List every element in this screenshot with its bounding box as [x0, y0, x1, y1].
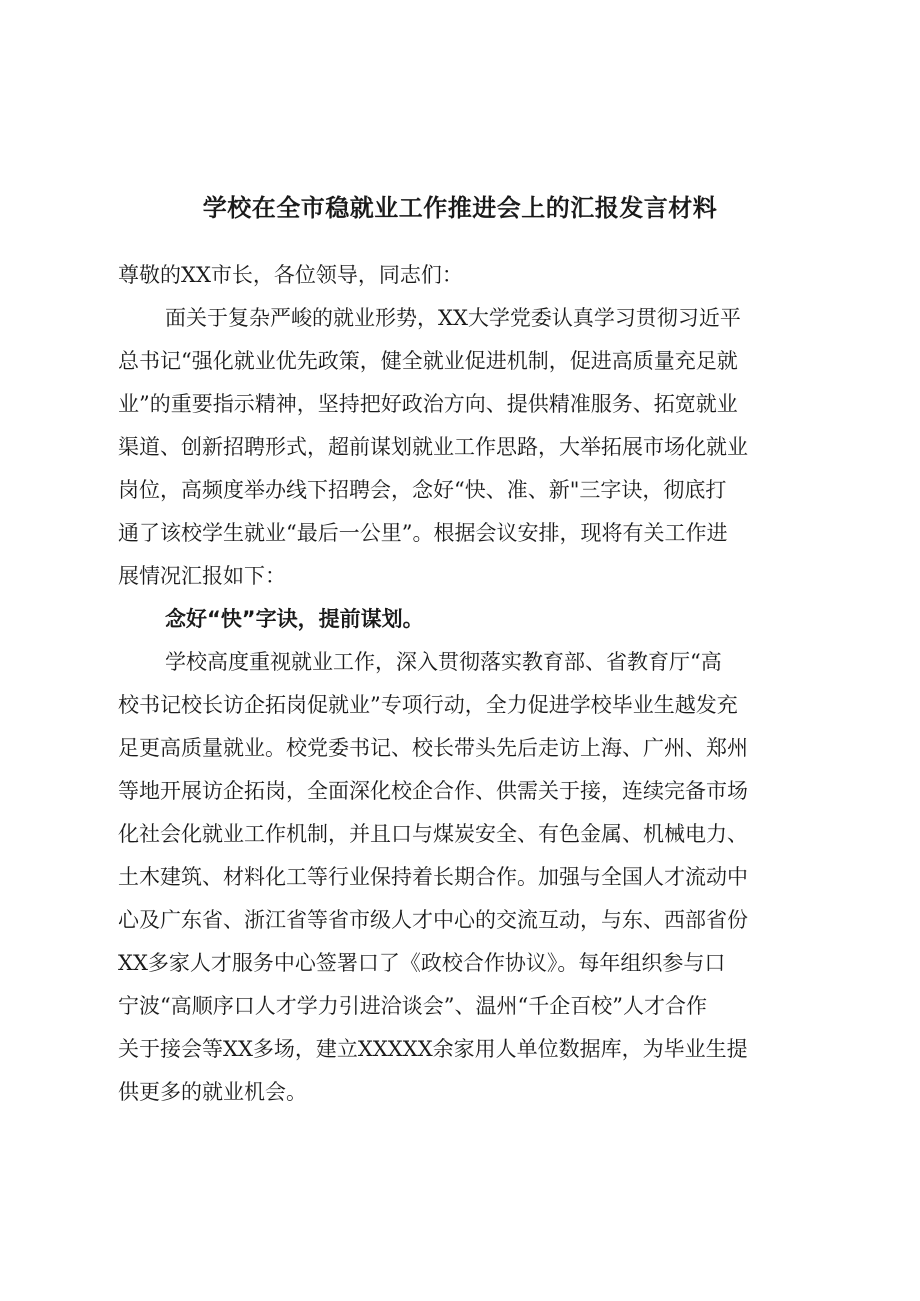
section-line: 宁波“高顺序口人才学力引进洽谈会”、温州“千企百校”人才合作 [118, 994, 707, 1018]
section-line: 心及广东省、浙江省等省市级人才中心的交流互动，与东、西部省份 [118, 908, 748, 932]
section-line: 关于接会等XX多场，建立XXXXX余家用人单位数据库，为毕业生提 [118, 1037, 748, 1061]
intro-line: 岗位，高频度举办线下招聘会，念好“快、准、新"三字诀，彻底打 [118, 478, 727, 502]
intro-line: 渠道、创新招聘形式，超前谋划就业工作思路，大举拓展市场化就业 [118, 435, 748, 459]
section-line: 等地开展访企拓岗，全面深化校企合作、供需关于接，连续完备市场 [118, 779, 748, 803]
section-line: 供更多的就业机会。 [118, 1080, 307, 1104]
section-line: XX多家人才服务中心签署口了《政校合作协议》。每年组织参与口 [118, 951, 726, 975]
intro-line: 展情况汇报如下： [118, 564, 286, 588]
intro-line: 面关于复杂严峻的就业形势，XX大学党委认真学习贯彻习近平 [165, 306, 741, 330]
section-line: 校书记校长访企拓岗促就业”专项行动，全力促进学校毕业生越发充 [118, 693, 738, 717]
document-title: 学校在全市稳就业工作推进会上的汇报发言材料 [202, 194, 718, 222]
section-heading: 念好“快”字诀，提前谋划。 [165, 607, 424, 631]
section-line: 足更高质量就业。校党委书记、校长带头先后走访上海、广州、郑州 [118, 736, 748, 760]
section-line: 土木建筑、材料化工等行业保持着长期合作。加强与全国人才流动中 [118, 865, 748, 889]
intro-line: 业”的重要指示精神，坚持把好政治方向、提供精准服务、拓宽就业 [118, 392, 738, 416]
salutation: 尊敬的XX市长，各位领导，同志们： [118, 263, 463, 287]
section-line: 学校高度重视就业工作，深入贯彻落实教育部、省教育厅“高 [165, 650, 722, 674]
section-line: 化社会化就业工作机制，并且口与煤炭安全、有色金属、机械电力、 [118, 822, 748, 846]
intro-line: 总书记“强化就业优先政策，健全就业促进机制，促进高质量充足就 [118, 349, 738, 373]
intro-line: 通了该校学生就业“最后一公里”。根据会议安排，现将有关工作进 [118, 521, 728, 545]
